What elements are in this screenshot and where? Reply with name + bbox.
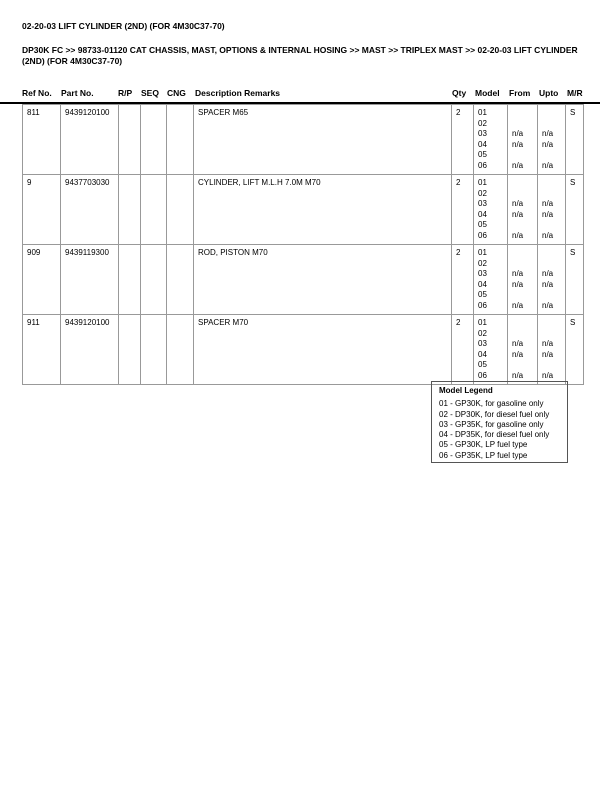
seq-cell — [141, 175, 167, 245]
from-line — [512, 329, 533, 340]
rp-cell — [119, 175, 141, 245]
table-row — [23, 175, 584, 245]
qty: 2 — [452, 315, 474, 385]
from-line: n/a — [512, 349, 524, 359]
header-ref: Ref No. — [22, 88, 52, 98]
description: ROD, PISTON M70 — [194, 245, 452, 315]
model-line: 05 — [478, 360, 487, 369]
from-line — [512, 248, 533, 259]
mr: S — [566, 105, 584, 175]
model-line: 06 — [478, 370, 487, 380]
ref-no: 811 — [23, 105, 61, 175]
upto-line: n/a — [542, 139, 554, 149]
legend-item: 04 - DP35K, for diesel fuel only — [439, 430, 550, 440]
upto-line: n/a — [542, 349, 554, 359]
from-line: n/a — [512, 160, 524, 170]
header-model: Model — [475, 88, 500, 98]
model-line: 02 — [478, 258, 487, 268]
ref-no: 909 — [23, 245, 61, 315]
cng-cell — [167, 105, 194, 175]
upto — [538, 105, 566, 175]
upto-line: n/a — [542, 269, 554, 278]
upto-line: n/a — [542, 199, 554, 208]
upto-line: n/a — [542, 209, 554, 219]
header-part: Part No. — [61, 88, 94, 98]
legend-item: 02 - DP30K, for diesel fuel only — [439, 409, 550, 419]
from-line — [512, 290, 533, 301]
upto-line: n/a — [542, 370, 554, 380]
header-qty: Qty — [452, 88, 467, 98]
model-line: 06 — [478, 160, 487, 170]
upto-line — [542, 259, 561, 270]
upto-line: n/a — [542, 129, 554, 138]
upto-line: n/a — [542, 300, 554, 310]
from-line — [512, 178, 533, 189]
from-line — [512, 119, 533, 130]
header-mr: M/R — [567, 88, 583, 98]
upto — [538, 245, 566, 315]
from-line — [512, 108, 533, 119]
cng-cell — [167, 315, 194, 385]
header-seq: SEQ — [141, 88, 159, 98]
upto-line — [542, 360, 561, 371]
model — [474, 105, 508, 175]
model — [474, 175, 508, 245]
from-line: n/a — [512, 300, 524, 310]
rp-cell — [119, 245, 141, 315]
parts-table — [22, 104, 584, 385]
from-line: n/a — [512, 230, 524, 240]
from-line — [512, 259, 533, 270]
upto — [538, 175, 566, 245]
model-line: 02 — [478, 328, 487, 338]
upto-line — [542, 318, 561, 329]
model-line: 04 — [478, 279, 487, 289]
model-line: 04 — [478, 349, 487, 359]
model-line: 01 — [478, 318, 487, 327]
description: CYLINDER, LIFT M.L.H 7.0M M70 — [194, 175, 452, 245]
description: SPACER M65 — [194, 105, 452, 175]
table-row — [23, 105, 584, 175]
model — [474, 315, 508, 385]
header-rp: R/P — [118, 88, 133, 98]
upto-line — [542, 108, 561, 119]
header-cng: CNG — [167, 88, 186, 98]
model-line: 04 — [478, 209, 487, 219]
legend-item: 03 - GP35K, for gasoline only — [439, 419, 544, 429]
model-line: 05 — [478, 150, 487, 159]
from — [508, 245, 538, 315]
upto-line: n/a — [542, 279, 554, 289]
upto-line — [542, 290, 561, 301]
from-line: n/a — [512, 199, 524, 208]
qty: 2 — [452, 105, 474, 175]
upto-line — [542, 220, 561, 231]
from-line: n/a — [512, 139, 524, 149]
model-line: 06 — [478, 230, 487, 240]
rp-cell — [119, 105, 141, 175]
model-line: 01 — [478, 248, 487, 257]
header-from: From — [509, 88, 531, 98]
table-row — [23, 245, 584, 315]
from-line: n/a — [512, 209, 524, 219]
model-line: 05 — [478, 220, 487, 229]
model-line: 01 — [478, 108, 487, 117]
model-line: 04 — [478, 139, 487, 149]
header-desc: Description Remarks — [195, 88, 281, 98]
from-line — [512, 318, 533, 329]
page-title: 02-20-03 LIFT CYLINDER (2ND) (FOR 4M30C37-70) — [22, 21, 225, 31]
model — [474, 245, 508, 315]
table-row — [23, 315, 584, 385]
ref-no: 911 — [23, 315, 61, 385]
seq-cell — [141, 245, 167, 315]
cng-cell — [167, 175, 194, 245]
rp-cell — [119, 315, 141, 385]
mr: S — [566, 175, 584, 245]
upto-line — [542, 248, 561, 259]
part-no: 9439120100 — [61, 315, 119, 385]
model-line: 02 — [478, 118, 487, 128]
legend-title: Model Legend — [439, 386, 493, 395]
upto-line: n/a — [542, 230, 554, 240]
mr: S — [566, 245, 584, 315]
cng-cell — [167, 245, 194, 315]
from — [508, 105, 538, 175]
upto — [538, 315, 566, 385]
from-line — [512, 360, 533, 371]
upto-line: n/a — [542, 160, 554, 170]
legend-item: 01 - GP30K, for gasoline only — [439, 399, 544, 409]
upto-line — [542, 119, 561, 130]
qty: 2 — [452, 245, 474, 315]
upto-line — [542, 329, 561, 340]
model-line: 03 — [478, 339, 487, 348]
model-line: 03 — [478, 199, 487, 208]
model-line: 06 — [478, 300, 487, 310]
from-line: n/a — [512, 339, 524, 348]
header-upto: Upto — [539, 88, 559, 98]
part-no: 9437703030 — [61, 175, 119, 245]
upto-line — [542, 178, 561, 189]
legend-item: 05 - GP30K, LP fuel type — [439, 440, 528, 450]
model-line: 02 — [478, 188, 487, 198]
from-line: n/a — [512, 129, 524, 138]
from-line: n/a — [512, 370, 524, 380]
from-line — [512, 189, 533, 200]
upto-line: n/a — [542, 339, 554, 348]
model-line: 01 — [478, 178, 487, 187]
from — [508, 315, 538, 385]
breadcrumb: DP30K FC >> 98733-01120 CAT CHASSIS, MAST, OPTIONS & INTERNAL HOSING >> MAST >> TRIPLEX MAST >> 02-20-03 LIFT CYLINDER (2ND) (FOR 4M30C37-70) — [22, 45, 578, 66]
description: SPACER M70 — [194, 315, 452, 385]
from-line: n/a — [512, 269, 524, 278]
seq-cell — [141, 105, 167, 175]
ref-no: 9 — [23, 175, 61, 245]
qty: 2 — [452, 175, 474, 245]
from-line — [512, 220, 533, 231]
model-line: 05 — [478, 290, 487, 299]
from — [508, 175, 538, 245]
from-line — [512, 150, 533, 161]
seq-cell — [141, 315, 167, 385]
model-line: 03 — [478, 269, 487, 278]
upto-line — [542, 150, 561, 161]
part-no: 9439120100 — [61, 105, 119, 175]
model-line: 03 — [478, 129, 487, 138]
model-legend — [431, 381, 568, 463]
upto-line — [542, 189, 561, 200]
part-no: 9439119300 — [61, 245, 119, 315]
legend-item: 06 - GP35K, LP fuel type — [439, 450, 528, 460]
from-line: n/a — [512, 279, 524, 289]
mr: S — [566, 315, 584, 385]
